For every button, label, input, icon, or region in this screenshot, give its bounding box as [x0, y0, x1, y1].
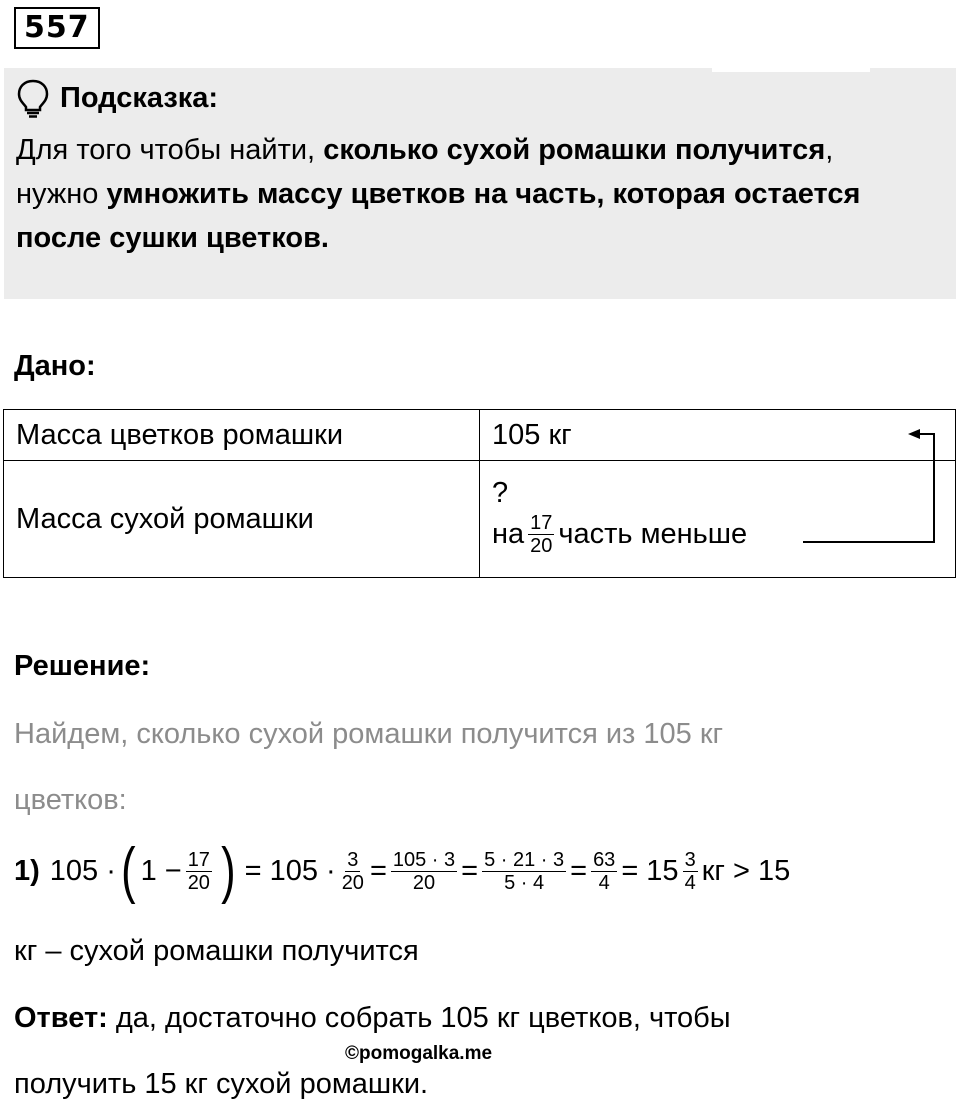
reference-arrow: [795, 425, 945, 550]
table-cell-value: 105 кг: [480, 410, 956, 461]
answer-text: да, достаточно собрать 105 кг цветков, чтобы: [107, 1002, 731, 1034]
solution-intro-line: цветков:: [14, 784, 127, 816]
math-text: = 15: [621, 854, 679, 887]
fraction-numerator: 3: [347, 848, 359, 871]
answer-line: получить 15 кг сухой ромашки.: [14, 1068, 429, 1100]
lightbulb-icon: [16, 78, 50, 118]
table-cell-label: Масса цветков ромашки: [4, 410, 480, 461]
right-paren: ): [221, 836, 236, 905]
solution-step-continuation: кг – сухой ромашки получится: [14, 935, 419, 967]
math-text: =: [461, 854, 479, 887]
watermark: ©pomogalka.me: [345, 1043, 493, 1064]
fraction: [591, 849, 617, 894]
fraction: [683, 849, 698, 894]
fraction-denominator: 20: [530, 535, 553, 557]
math-text: кг > 15: [701, 854, 791, 887]
math-text: 105 ·: [49, 854, 116, 887]
hint-text-bold: сколько сухой ромашки получится: [323, 134, 826, 166]
fraction: [528, 512, 554, 557]
hint-text-plain: ,: [825, 134, 834, 166]
math-text: =: [369, 854, 387, 887]
math-text: =: [570, 854, 588, 887]
solution-intro-line: Найдем, сколько сухой ромашки получится из 105 кг: [14, 718, 724, 750]
table-cell-label: Масса сухой ромашки: [4, 461, 480, 578]
fraction-numerator: 3: [684, 848, 696, 871]
unknown-mark: ?: [492, 477, 509, 509]
math-text: = 105 ·: [244, 854, 336, 887]
math-text: 1 −: [140, 854, 182, 887]
fraction: [186, 849, 212, 894]
fraction-numerator: 17: [187, 848, 210, 871]
answer-line: [14, 1000, 731, 1036]
solution-step: [14, 836, 791, 905]
hint-title: Подсказка:: [60, 82, 219, 114]
value-suffix: часть меньше: [558, 518, 748, 550]
fraction: [340, 849, 366, 894]
hint-box-notch: [712, 68, 870, 72]
answer-label: Ответ:: [14, 1002, 108, 1034]
left-paren: (: [121, 836, 136, 905]
hint-text: [16, 128, 946, 260]
given-heading: Дано:: [14, 350, 96, 382]
fraction-numerator: 5 · 21 · 3: [484, 848, 565, 871]
fraction: [391, 849, 457, 894]
arrowhead-icon: [908, 429, 920, 439]
fraction: [482, 849, 566, 894]
fraction-numerator: 105 · 3: [392, 848, 456, 871]
hint-text-plain: Для того чтобы найти,: [16, 134, 324, 166]
fraction-denominator: 20: [412, 871, 436, 894]
value-prefix: на: [492, 518, 525, 550]
fraction-denominator: 4: [684, 871, 696, 894]
task-number: 557: [14, 7, 100, 49]
step-label: 1): [14, 854, 40, 887]
fraction-denominator: 5 · 4: [504, 871, 545, 894]
hint-text-bold: умножить массу цветков на часть, которая остается после сушки цветков.: [16, 178, 861, 254]
fraction-numerator: 17: [530, 512, 553, 534]
fraction-denominator: 4: [598, 871, 610, 894]
solution-heading: Решение:: [14, 650, 151, 682]
fraction-denominator: 20: [341, 871, 364, 894]
fraction-numerator: 63: [593, 848, 616, 871]
hint-text-plain: нужно: [16, 178, 107, 210]
fraction-denominator: 20: [187, 871, 210, 894]
